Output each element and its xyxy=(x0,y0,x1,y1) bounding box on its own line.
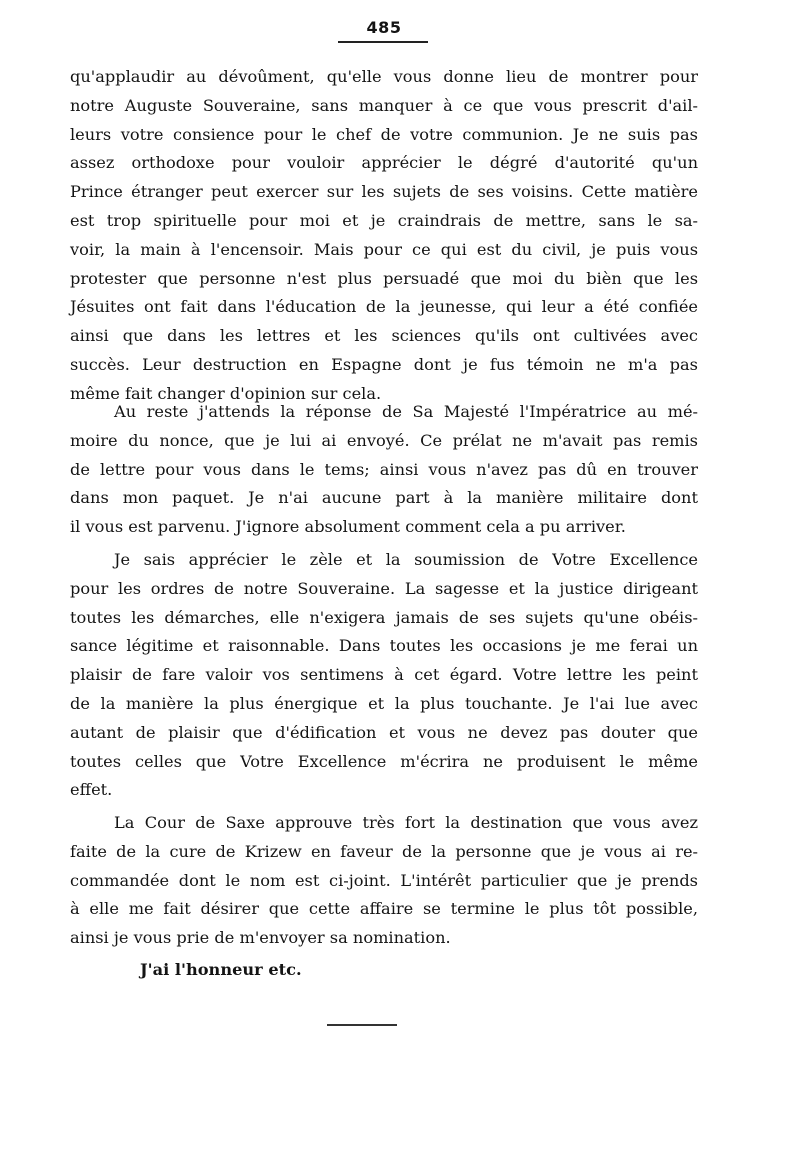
text-line: effet. xyxy=(70,780,113,800)
paragraph-3 xyxy=(70,546,698,805)
text-line: toutes les démarches, elle n'exigera jamais de ses sujets qu'une obéis- xyxy=(70,607,698,627)
text-line: La Cour de Saxe approuve très fort la destination que vous avez xyxy=(114,813,698,832)
text-line: ainsi je vous prie de m'envoyer sa nomination. xyxy=(70,928,451,948)
text-line: autant de plaisir que d'édification et vous ne devez pas douter que xyxy=(70,722,698,742)
end-rule xyxy=(327,1024,397,1026)
text-line: moire du nonce, que je lui ai envoyé. Ce prélat ne m'avait pas remis xyxy=(70,430,698,450)
text-line: assez orthodoxe pour vouloir apprécier le dégré d'autorité qu'un xyxy=(70,153,698,173)
paragraph-1 xyxy=(70,63,698,409)
text-line: est trop spirituelle pour moi et je craindrais de mettre, sans le sa- xyxy=(70,210,698,230)
paragraph-2 xyxy=(70,398,698,542)
text-line: qu'applaudir au dévoûment, qu'elle vous donne lieu de montrer pour xyxy=(70,67,698,86)
text-line: protester que personne n'est plus persuadé que moi du bièn que les xyxy=(70,268,698,288)
text-line: sance légitime et raisonnable. Dans toutes les occasions je me ferai un xyxy=(70,636,698,656)
text-line: plaisir de fare valoir vos sentimens à cet égard. Votre lettre les peint xyxy=(70,665,698,685)
text-line: toutes celles que Votre Excellence m'écrira ne produisent le même xyxy=(70,751,698,771)
text-line: Prince étranger peut exercer sur les sujets de ses voisins. Cette matière xyxy=(70,182,698,202)
text-line: Je sais apprécier le zèle et la soumission de Votre Excellence xyxy=(114,550,698,569)
text-line: ainsi que dans les lettres et les sciences qu'ils ont cultivées avec xyxy=(70,326,698,346)
text-line: de lettre pour vous dans le tems; ainsi vous n'avez pas dû en trouver xyxy=(70,459,698,479)
text-line: à elle me fait désirer que cette affaire se termine le plus tôt possible, xyxy=(70,899,698,919)
text-line: succès. Leur destruction en Espagne dont je fus témoin ne m'a pas xyxy=(70,354,698,374)
page-number: 485 xyxy=(366,18,402,37)
text-line: leurs votre consience pour le chef de votre communion. Je ne suis pas xyxy=(70,124,698,144)
text-line: Jésuites ont fait dans l'éducation de la jeunesse, qui leur a été confiée xyxy=(70,297,698,317)
header-rule xyxy=(338,41,428,43)
text-line: dans mon paquet. Je n'ai aucune part à la manière militaire dont xyxy=(70,488,698,508)
text-line: pour les ordres de notre Souveraine. La sagesse et la justice dirigeant xyxy=(70,578,698,598)
text-line: voir, la main à l'encensoir. Mais pour ce qui est du civil, je puis vous xyxy=(70,239,698,259)
text-line: de la manière la plus énergique et la plus touchante. Je l'ai lue avec xyxy=(70,693,698,713)
closing-formula: J'ai l'honneur etc. xyxy=(140,960,302,979)
text-line: même fait changer d'opinion sur cela. xyxy=(70,383,382,403)
paragraph-4 xyxy=(70,809,698,953)
text-line: Au reste j'attends la réponse de Sa Majesté l'Impératrice au mé- xyxy=(114,402,698,421)
text-line: faite de la cure de Krizew en faveur de la personne que je vous ai re- xyxy=(70,841,698,861)
text-line: il vous est parvenu. J'ignore absolument comment cela a pu arriver. xyxy=(70,517,626,537)
text-line: notre Auguste Souveraine, sans manquer à ce que vous prescrit d'ail- xyxy=(70,95,698,115)
text-line: commandée dont le nom est ci-joint. L'intérêt particulier que je prends xyxy=(70,870,698,890)
